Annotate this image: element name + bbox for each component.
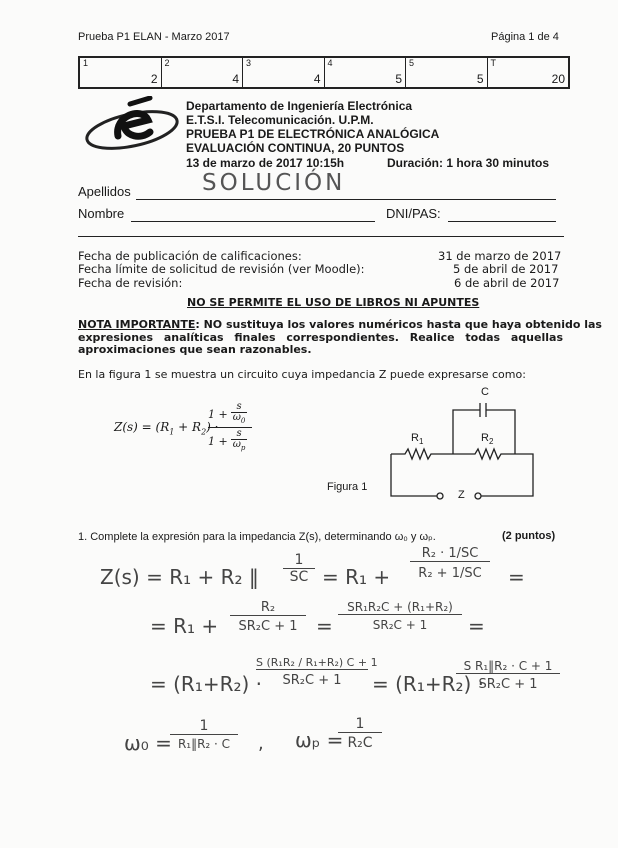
apellidos-field[interactable]	[136, 199, 556, 200]
solution-comma: ,	[258, 733, 264, 754]
dni-label: DNI/PAS:	[386, 206, 441, 221]
solution-frac: SR₁R₂C + (R₁+R₂) SR₂C + 1	[338, 600, 462, 632]
question-1: 1. Complete la expresión para la impedancia Z(s), determinando ω₀ y ωₚ.	[78, 531, 436, 543]
circuit-diagram	[385, 384, 545, 502]
nota-line: expresiones analíticas finales correspondientes. Realice todas aquellas	[78, 331, 563, 344]
apellidos-value: SOLUCIÓN	[202, 170, 346, 196]
solution-eq: =	[508, 565, 525, 589]
dept-line: E.T.S.I. Telecomunicación. U.P.M.	[186, 113, 374, 127]
solution-frac: S (R₁R₂ / R₁+R₂) C + 1 SR₂C + 1	[256, 656, 378, 688]
solution-frac: R₂ · 1/SC R₂ + 1/SC	[410, 546, 490, 581]
solution-eq: =	[468, 614, 485, 638]
formula-fraction: 1 + $\frac{s}{\omega_0}$ 1 + $\frac{s}{\omega_p}$	[208, 402, 252, 453]
solution-frac: R₂ SR₂C + 1	[230, 600, 306, 634]
nota-text: : NO sustituya los valores numéricos hasta que haya obtenido las	[195, 318, 602, 331]
solution-eq: =	[316, 614, 333, 638]
exam-date: 13 de marzo de 2017 10:15h	[186, 156, 345, 170]
question-1-points: (2 puntos)	[502, 530, 556, 542]
date-label: Fecha de publicación de calificaciones:	[78, 249, 302, 263]
grade-cell: T 20	[490, 58, 565, 86]
solution-line-2: = R₁ +	[150, 614, 219, 638]
exam-duration: Duración: 1 hora 30 minutos	[387, 156, 550, 170]
exam-title: PRUEBA P1 DE ELECTRÓNICA ANALÓGICA	[186, 127, 440, 141]
omega-0-frac: 1 R₁‖R₂ · C	[170, 718, 238, 751]
grade-cell: 5 5	[406, 58, 488, 87]
solution-line-1: Z(s) = R₁ + R₂ ‖	[100, 565, 259, 589]
nombre-label: Nombre	[78, 206, 125, 221]
omega-p-frac: 1 R₂C	[338, 716, 382, 751]
z-label: Z	[458, 489, 465, 501]
solution-frac: S R₁‖R₂ · C + 1 SR₂C + 1	[456, 659, 560, 692]
solution-step: = (R₁+R₂) ·	[372, 672, 485, 696]
apellidos-label: Apellidos	[78, 184, 131, 199]
nota-label: NOTA IMPORTANTE	[78, 318, 196, 331]
grade-cell: 2 4	[162, 58, 244, 87]
nota-line: aproximaciones que sean razonables.	[78, 343, 312, 356]
grade-cell: 3 4	[243, 58, 325, 87]
grade-cell: 4 5	[325, 58, 407, 87]
dept-line: Departamento de Ingeniería Electrónica	[186, 99, 413, 113]
r1-label: $R_1$	[411, 432, 424, 447]
dni-field[interactable]	[448, 221, 556, 222]
solution-frac: 1 SC	[283, 552, 315, 585]
date-value: 6 de abril de 2017	[454, 276, 560, 290]
capacitor-label: C	[481, 386, 489, 398]
nombre-field[interactable]	[131, 221, 375, 222]
impedance-formula: $Z(s) = (R_1 + R_2)$ ·	[114, 420, 219, 437]
header-page-number: Página 1 de 4	[491, 31, 559, 43]
no-books-notice: NO SE PERMITE EL USO DE LIBROS NI APUNTES	[187, 296, 480, 309]
date-value: 5 de abril de 2017	[453, 262, 559, 276]
omega-p-label: ωₚ =	[295, 728, 344, 752]
header-left: Prueba P1 ELAN - Marzo 2017	[78, 31, 230, 43]
solution-step: = R₁ +	[322, 565, 391, 589]
grade-table	[78, 56, 570, 89]
divider	[78, 236, 564, 237]
date-value: 31 de marzo de 2017	[438, 249, 562, 263]
omega-0-label: ω₀ =	[124, 731, 172, 755]
solution-line-3: = (R₁+R₂) ·	[150, 672, 263, 696]
nota-line	[78, 318, 602, 331]
r2-label: $R_2$	[481, 432, 494, 447]
exam-subtitle: EVALUACIÓN CONTINUA, 20 PUNTOS	[186, 141, 405, 155]
intro-text: En la figura 1 se muestra un circuito cuya impedancia Z puede expresarse como:	[78, 368, 526, 381]
figure-caption: Figura 1	[327, 481, 368, 493]
date-label: Fecha de revisión:	[78, 276, 183, 290]
university-logo	[84, 96, 180, 158]
grade-cell: 1 2	[80, 58, 162, 87]
date-label: Fecha límite de solicitud de revisión (ver Moodle):	[78, 262, 365, 276]
